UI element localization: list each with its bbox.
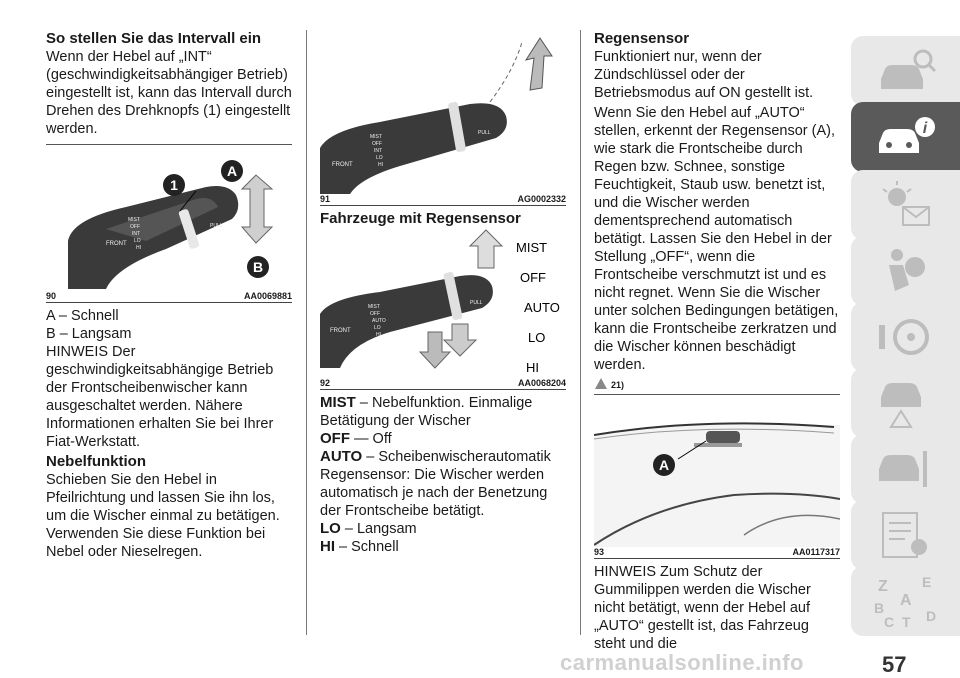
section-heading: So stellen Sie das Intervall ein bbox=[46, 30, 262, 47]
figure-caption bbox=[320, 378, 566, 390]
position-label: AUTO bbox=[524, 300, 560, 315]
position-label: MIST bbox=[516, 240, 548, 255]
car-search-icon bbox=[875, 45, 937, 97]
section-heading: Fahrzeuge mit Regensensor bbox=[320, 210, 521, 227]
lever-label-pull: PULL bbox=[210, 223, 223, 229]
warning-triangle-icon bbox=[594, 377, 608, 390]
car-info-icon bbox=[875, 111, 937, 163]
callout-a: A bbox=[226, 163, 238, 179]
legend-a: A – Schnell bbox=[46, 308, 119, 324]
svg-text:PULL: PULL bbox=[470, 300, 483, 306]
intro-text: Wenn der Hebel auf „INT“ (geschwindigkeitsabhängiger Betrieb) eingestellt ist, kann das Intervall durch Drehen des Drehknopfs (1) eingestellt werden. bbox=[46, 49, 292, 137]
windshield-sensor-illustration bbox=[594, 395, 840, 547]
wiper-lever-illustration bbox=[46, 149, 292, 291]
body-text: Funktioniert nur, wenn der Zündschlüssel oder der Betriebsmodus auf ON gestellt ist. bbox=[594, 49, 814, 101]
chapter-tab-warning-lights[interactable] bbox=[851, 170, 960, 240]
figure-caption bbox=[46, 291, 292, 303]
figure-code: AG0002332 bbox=[517, 194, 566, 204]
chapter-tab-maintenance[interactable] bbox=[851, 434, 960, 504]
section-heading: Nebelfunktion bbox=[46, 453, 146, 470]
svg-text:LO: LO bbox=[376, 155, 383, 161]
definition: LO – Langsam bbox=[320, 520, 417, 537]
position-label: HI bbox=[526, 360, 539, 375]
svg-text:HI: HI bbox=[376, 332, 381, 338]
position-label: OFF bbox=[520, 270, 546, 285]
figure-91 bbox=[320, 30, 566, 194]
figure-caption bbox=[320, 194, 566, 206]
lever-label: HI bbox=[136, 245, 141, 251]
lever-label: LO bbox=[134, 238, 141, 244]
chapter-tab-vehicle-overview[interactable] bbox=[851, 36, 960, 106]
svg-text:C: C bbox=[883, 614, 894, 629]
callout-a: A bbox=[658, 457, 670, 473]
svg-text:FRONT: FRONT bbox=[332, 162, 353, 168]
note-text: HINWEIS Zum Schutz der Gummilippen werden die Wischer nicht betätigt, wenn der Hebel auf „AUTO“ gestellt ist, das Fahrzeug steht und die bbox=[594, 564, 811, 652]
svg-text:INT: INT bbox=[374, 148, 383, 154]
svg-text:B: B bbox=[873, 600, 884, 616]
lever-label: OFF bbox=[130, 224, 140, 230]
reference-number: 21) bbox=[611, 380, 625, 390]
lever-push-illustration bbox=[320, 30, 566, 194]
lever-label: MIST bbox=[128, 217, 140, 223]
callout-b: B bbox=[252, 259, 264, 275]
definition: AUTO – Scheibenwischerautomatik Regensensor: Die Wischer werden automatisch je nach der Benetzung der Frontscheibe betätigt. bbox=[320, 448, 551, 519]
key-steering-wheel-icon bbox=[875, 311, 937, 363]
alphabet-index-icon bbox=[870, 573, 942, 629]
definition: HI – Schnell bbox=[320, 538, 399, 555]
chapter-tab-technical-data[interactable] bbox=[851, 500, 960, 570]
position-label: LO bbox=[528, 330, 546, 345]
body-text: Wenn Sie den Hebel auf „AUTO“ stellen, erkennt der Regensensor (A), wie stark die Frontscheibe durch Regen bzw. Schnee, sonstige Feuchtigkeit, Staub usw. benetzt ist, und die Wischer werden dementsprechend automatisch betätigt. Lassen Sie den Hebel in der Stellung „OFF“, wenn die Frontscheibe verschmutzt ist und es nicht regnet. Wenn Sie die Wischer unter solchen Bedingungen betätigen, kann die Frontscheibe zerkratzen und die Wischer können beschädigt werden. bbox=[594, 105, 839, 373]
chapter-tab-safety[interactable] bbox=[851, 236, 960, 306]
column-1 bbox=[46, 30, 292, 561]
figure-number: 92 bbox=[320, 378, 331, 388]
figure-number: 90 bbox=[46, 291, 57, 301]
column-2 bbox=[320, 30, 566, 556]
page-number: 57 bbox=[882, 652, 907, 677]
svg-text:LO: LO bbox=[374, 325, 381, 331]
figure-92 bbox=[320, 228, 566, 378]
warning-reference bbox=[594, 374, 840, 390]
figure-code: AA0068204 bbox=[517, 378, 566, 388]
svg-text:OFF: OFF bbox=[372, 141, 382, 147]
definition: OFF — Off bbox=[320, 430, 392, 447]
section-heading: Regensensor bbox=[594, 30, 690, 47]
svg-text:AUTO: AUTO bbox=[372, 318, 386, 324]
column-divider bbox=[306, 30, 307, 635]
lever-positions-illustration bbox=[320, 228, 566, 378]
svg-text:D: D bbox=[925, 608, 936, 624]
figure-caption bbox=[594, 547, 840, 559]
chapter-tab-knowing-instruments[interactable] bbox=[851, 102, 960, 172]
list-gear-icon bbox=[875, 509, 937, 561]
callout-1: 1 bbox=[170, 177, 178, 193]
divider bbox=[46, 144, 292, 145]
svg-text:A: A bbox=[899, 592, 912, 609]
svg-text:FRONT: FRONT bbox=[330, 328, 351, 334]
column-3 bbox=[594, 30, 840, 653]
watermark: carmanualsonline.info bbox=[560, 650, 804, 675]
chapter-tab-emergency[interactable] bbox=[851, 368, 960, 438]
definition: MIST – Nebelfunktion. Einmalige Betätigung der Wischer bbox=[320, 394, 533, 429]
chapter-tab-index[interactable] bbox=[851, 566, 960, 636]
car-wrench-icon bbox=[875, 443, 937, 495]
svg-text:MIST: MIST bbox=[370, 134, 382, 140]
figure-number: 91 bbox=[320, 194, 331, 204]
warning-light-message-icon bbox=[875, 179, 937, 231]
figure-90 bbox=[46, 149, 292, 291]
figure-number: 93 bbox=[594, 547, 605, 557]
legend-b: B – Langsam bbox=[46, 326, 132, 342]
airbag-seat-icon bbox=[875, 245, 937, 297]
note-text: HINWEIS Der geschwindigkeitsabhängige Betrieb der Frontscheibenwischer kann ausgeschaltet werden. Nähere Informationen erhalten Sie bei Ihrer Fiat-Werkstatt. bbox=[46, 344, 274, 450]
car-warning-triangle-icon bbox=[875, 377, 937, 429]
svg-text:T: T bbox=[901, 614, 911, 629]
figure-code: AA0069881 bbox=[243, 291, 292, 301]
svg-text:MIST: MIST bbox=[368, 304, 380, 310]
svg-text:i: i bbox=[922, 120, 927, 137]
svg-text:PULL: PULL bbox=[478, 130, 491, 136]
body-text: Schieben Sie den Hebel in Pfeilrichtung und lassen Sie ihn los, um die Wischer einmal zu betätigen. Verwenden Sie diese Funktion bei Nebel oder Nieselregen. bbox=[46, 472, 280, 560]
svg-text:E: E bbox=[921, 574, 931, 590]
chapter-tab-starting-driving[interactable] bbox=[851, 302, 960, 372]
figure-code: AA0117317 bbox=[792, 547, 840, 557]
lever-label-front: FRONT bbox=[106, 241, 127, 247]
lever-label: INT bbox=[132, 231, 141, 237]
column-divider bbox=[580, 30, 581, 635]
svg-text:HI: HI bbox=[378, 162, 383, 168]
svg-text:Z: Z bbox=[877, 578, 888, 595]
svg-text:OFF: OFF bbox=[370, 311, 380, 317]
figure-93 bbox=[594, 395, 840, 547]
